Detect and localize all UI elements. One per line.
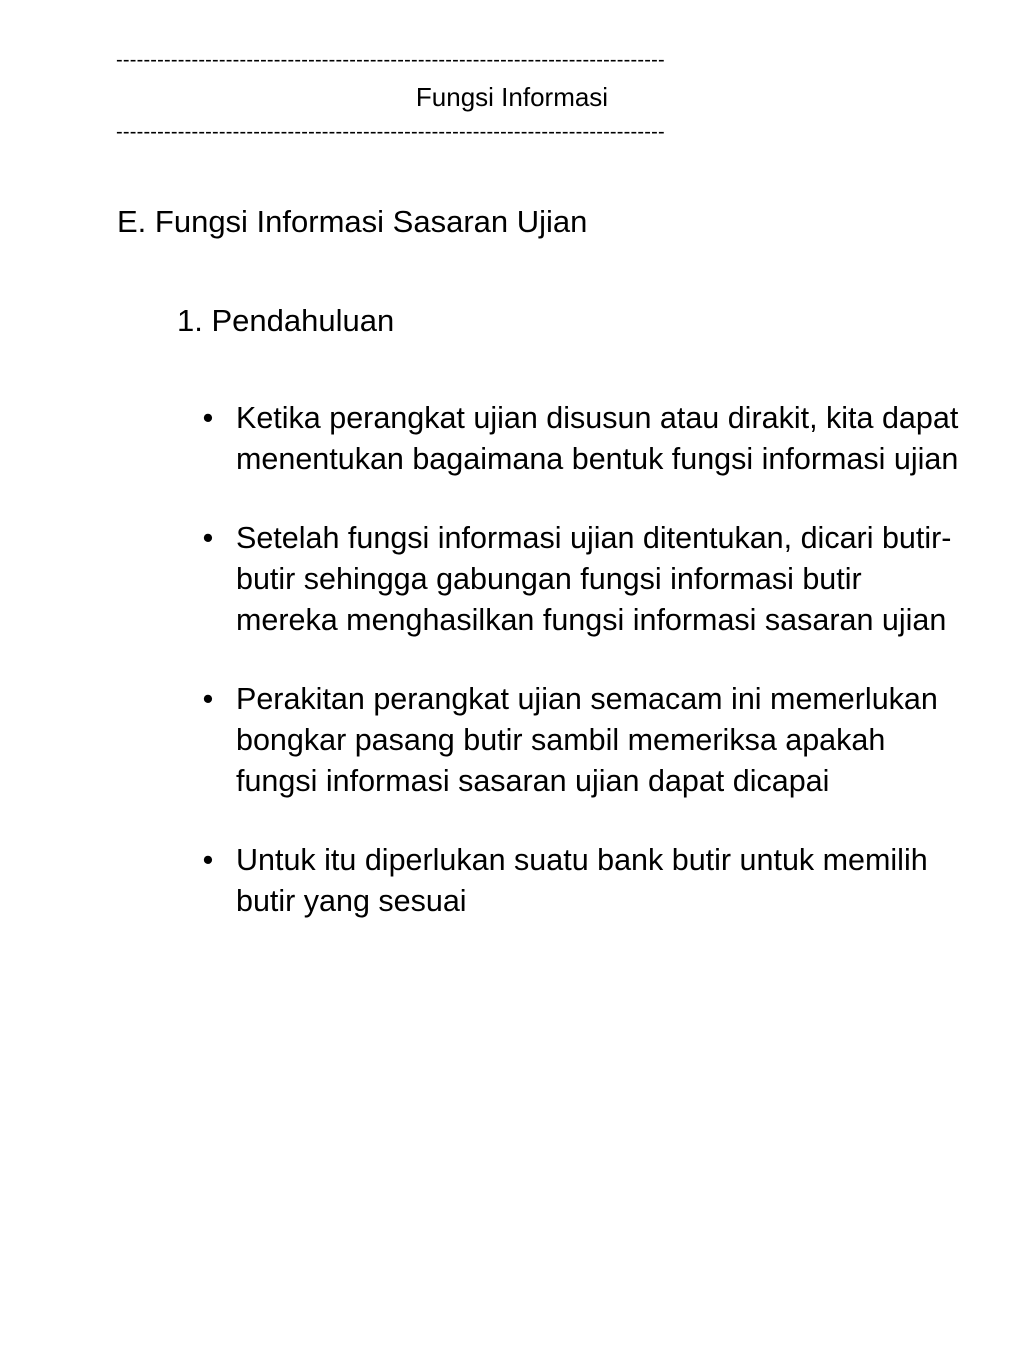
header-rule-bottom: -------------------------------------------------------------------------------- xyxy=(116,122,665,142)
bullet-list xyxy=(198,398,968,960)
header-title: Fungsi Informasi xyxy=(415,82,609,112)
bullet-icon: • xyxy=(202,682,214,716)
bullet-icon: • xyxy=(202,521,214,555)
bullet-item xyxy=(198,518,968,641)
section-title: E. Fungsi Informasi Sasaran Ujian xyxy=(117,204,588,239)
bullet-text: Ketika perangkat ujian disusun atau dirakit, kita dapat menentukan bagaimana bentuk fungsi informasi ujian xyxy=(236,401,959,476)
bullet-text: Untuk itu diperlukan suatu bank butir untuk memilih butir yang sesuai xyxy=(236,843,928,918)
bullet-text: Perakitan perangkat ujian semacam ini memerlukan bongkar pasang butir sambil memeriksa apakah fungsi informasi sasaran ujian dapat dicapai xyxy=(236,682,938,798)
bullet-text: Setelah fungsi informasi ujian ditentukan, dicari butir-butir sehingga gabungan fungsi informasi butir mereka menghasilkan fungsi informasi sasaran ujian xyxy=(236,521,952,637)
bullet-item xyxy=(198,679,968,802)
subsection-title: 1. Pendahuluan xyxy=(177,303,395,338)
bullet-icon: • xyxy=(202,401,214,435)
bullet-icon: • xyxy=(202,843,214,877)
bullet-item xyxy=(198,398,968,480)
header-rule-top: -------------------------------------------------------------------------------- xyxy=(116,50,665,70)
bullet-item xyxy=(198,840,968,922)
